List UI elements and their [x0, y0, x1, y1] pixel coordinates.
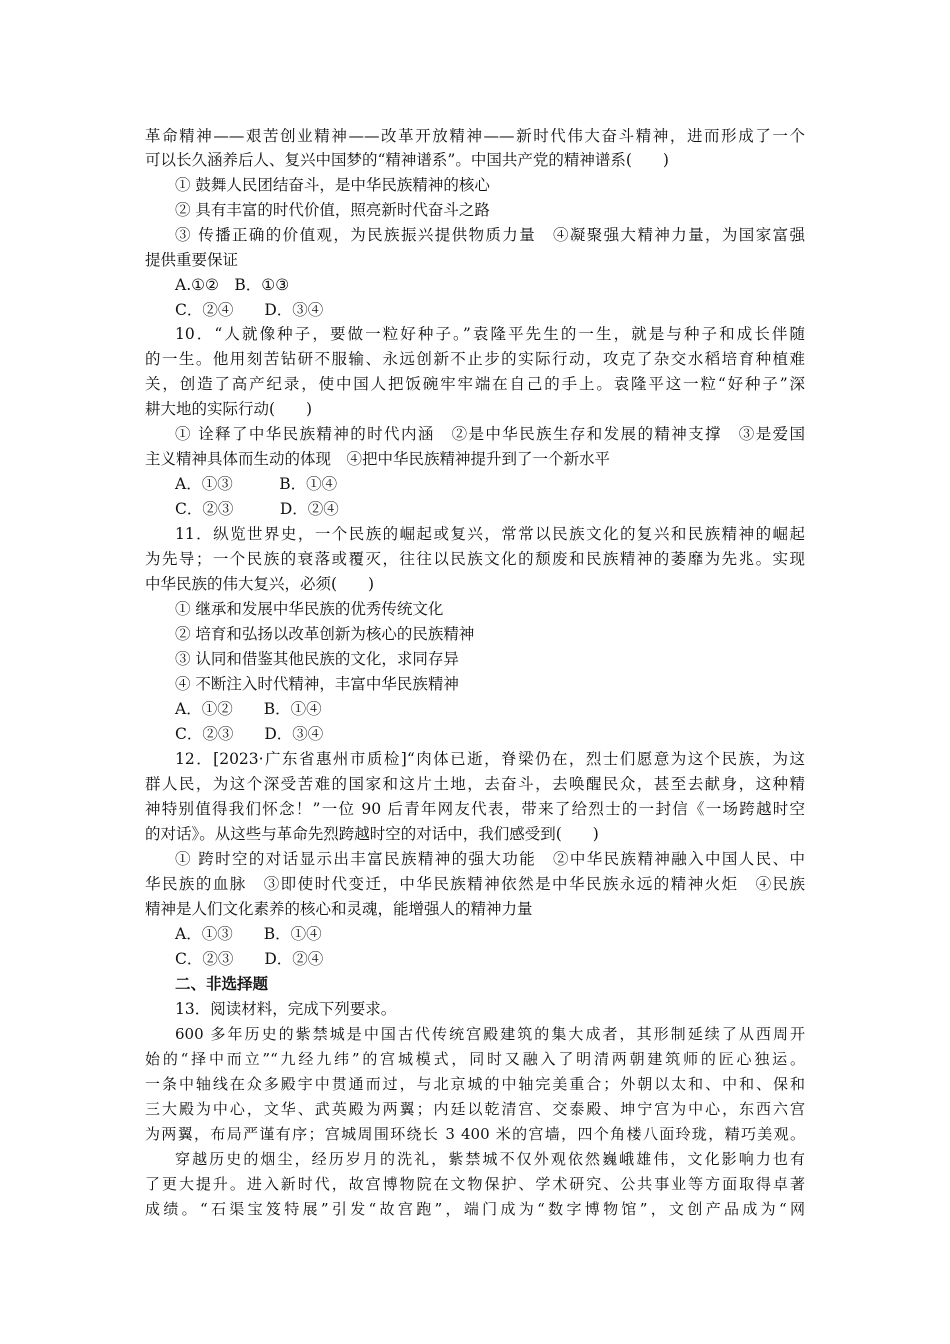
text-line: 的对话》。从这些与革命先烈跨越时空的对话中，我们感受到( ) — [145, 825, 599, 843]
option-statement: 华民族的血脉 ③即使时代变迁，中华民族精神依然是中华民族永远的精神火炬 ④民族 — [145, 875, 805, 893]
material-line: 三大殿为中心，文华、武英殿为两翼；内廷以乾清宫、交泰殿、坤宁宫为中心，东西六宫 — [145, 1100, 805, 1118]
text-line: 耕大地的实际行动( ) — [145, 400, 313, 418]
answer-choices: C．②④ D．③④ — [175, 301, 324, 319]
text-line: 革命精神——艰苦创业精神——改革开放精神——新时代伟大奋斗精神，进而形成了一个 — [145, 127, 805, 145]
text-line: 的一生。他用刻苦钻研不服输、永远创新不止步的实际行动，攻克了杂交水稻培育种植难 — [145, 350, 805, 368]
answer-choices: C．②③ D．③④ — [175, 725, 324, 743]
option-statement: 主义精神具体而生动的体现 ④把中华民族精神提升到了一个新水平 — [145, 450, 611, 468]
option-statement: 精神是人们文化素养的核心和灵魂，能增强人的精神力量 — [145, 900, 533, 918]
material-paragraph: 穿越历史的烟尘，经历岁月的洗礼，紫禁城不仅外观依然巍峨雄伟，文化影响力也有 — [175, 1150, 805, 1168]
question-q11: 11．纵览世界史，一个民族的崛起或复兴，常常以民族文化的复兴和民族精神的崛起 — [175, 525, 805, 543]
question-q12: 12．[2023·广东省惠州市质检]“肉体已逝，脊梁仍在，烈士们愿意为这个民族，为这 — [175, 750, 805, 768]
material-line: 了更大提升。进入新时代，故宫博物院在文物保护、学术研究、公共事业等方面取得卓著 — [145, 1175, 805, 1193]
answer-choices: A．①③ B．①④ — [175, 475, 338, 493]
answer-choices: A．①③ B．①④ — [175, 925, 322, 943]
answer-choices: A．①② B．①④ — [175, 700, 322, 718]
option-statement: ③ 认同和借鉴其他民族的文化，求同存异 — [175, 650, 459, 668]
option-statement: 提供重要保证 — [145, 251, 239, 269]
material-line: 始的“择中而立”“九经九纬”的宫城模式，同时又融入了明清两朝建筑师的匠心独运。 — [145, 1050, 805, 1068]
option-statement: ① 诠释了中华民族精神的时代内涵 ②是中华民族生存和发展的精神支撑 ③是爱国 — [175, 425, 805, 443]
option-statement: ① 继承和发展中华民族的优秀传统文化 — [175, 600, 444, 618]
text-line: 为先导；一个民族的衰落或覆灭，往往以民族文化的颓废和民族精神的萎靡为先兆。实现 — [145, 550, 805, 568]
material-line: 成绩。“石渠宝笈特展”引发“故宫跑”，端门成为“数字博物馆”，文创产品成为“网 — [145, 1200, 805, 1218]
option-statement: ① 鼓舞人民团结奋斗，是中华民族精神的核心 — [175, 176, 490, 194]
text-line: 关，创造了高产纪录，使中国人把饭碗牢牢端在自己的手上。袁隆平这一粒“好种子”深 — [145, 375, 805, 393]
material-line: 为两翼，布局严谨有序；宫城周围环绕长 3 400 米的宫墙，四个角楼八面玲珑，精巧美观。 — [145, 1125, 805, 1143]
option-statement: ④ 不断注入时代精神，丰富中华民族精神 — [175, 675, 459, 693]
option-statement: ① 跨时空的对话显示出丰富民族精神的强大功能 ②中华民族精神融入中国人民、中 — [175, 850, 805, 868]
text-line: 群人民，为这个深受苦难的国家和这片土地，去奋斗，去唤醒民众，甚至去献身，这种精 — [145, 775, 805, 793]
text-line: 中华民族的伟大复兴，必须( ) — [145, 575, 375, 593]
option-statement: ② 培育和弘扬以改革创新为核心的民族精神 — [175, 625, 475, 643]
question-q13: 13．阅读材料，完成下列要求。 — [175, 1000, 397, 1018]
option-statement: ③ 传播正确的价值观，为民族振兴提供物质力量 ④凝聚强大精神力量，为国家富强 — [175, 226, 805, 244]
answer-choices: C．②③ D．②④ — [175, 500, 339, 518]
material-line: 一条中轴线在众多殿宇中贯通而过，与北京城的中轴完美重合；外朝以太和、中和、保和 — [145, 1075, 805, 1093]
option-statement: ② 具有丰富的时代价值，照亮新时代奋斗之路 — [175, 201, 490, 219]
answer-choices: C．②③ D．②④ — [175, 950, 324, 968]
text-line: 神特别值得我们怀念！”一位 90 后青年网友代表，带来了给烈士的一封信《一场跨越时空 — [145, 800, 805, 818]
section-heading: 二、非选择题 — [175, 974, 269, 993]
question-stem-q9: 可以长久涵养后人、复兴中国梦的“精神谱系”。中国共产党的精神谱系( ) — [145, 151, 669, 169]
question-q10: 10．“人就像种子，要做一粒好种子。”袁隆平先生的一生，就是与种子和成长伴随 — [175, 325, 805, 343]
answer-choices: A.①② B．①③ — [175, 276, 290, 294]
material-paragraph: 600 多年历史的紫禁城是中国古代传统宫殿建筑的集大成者，其形制延续了从西周开 — [175, 1025, 805, 1043]
